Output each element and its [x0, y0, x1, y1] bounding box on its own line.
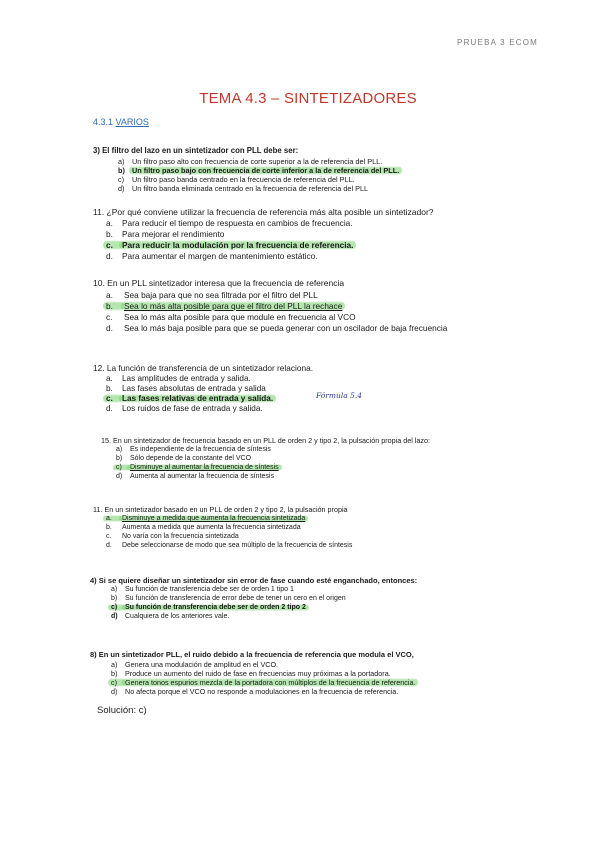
answer-option [118, 184, 368, 193]
question-text: 3) El filtro del lazo en un sintetizador con PLL debe ser: [93, 146, 299, 155]
option-letter: d. [106, 404, 113, 413]
answer-option [116, 446, 271, 453]
question-text: 11. ¿Por qué conviene utilizar la frecuencia de referencia más alta posible un sintetizador? [93, 207, 434, 217]
option-letter: c. [103, 394, 122, 403]
option-text-highlighted: Disminuye a medida que aumenta la frecuencia sintetizada [119, 515, 308, 522]
option-letter: c. [106, 533, 112, 540]
option-letter: c) [108, 604, 125, 611]
answer-option-correct [118, 166, 402, 175]
option-text-highlighted: Su función de transferencia debe ser de orden 2 tipo 2 [122, 604, 309, 611]
option-letter: b) [111, 669, 118, 678]
section-heading [93, 117, 149, 127]
option-letter: d. [106, 323, 113, 333]
option-text: Un filtro paso banda centrado en la frecuencia de referencia del PLL. [132, 175, 355, 184]
option-text: Cualquiera de los anteriores vale. [125, 613, 230, 620]
answer-option [118, 175, 355, 184]
option-text: Sea baja para que no sea filtrada por el filtro del PLL [124, 290, 318, 300]
page-header: PRUEBA 3 ECOM [457, 38, 538, 47]
option-text: No varía con la frecuencia sintetizada [122, 533, 239, 540]
option-text: Sea lo más alta posible para que module en frecuencia al VCO [124, 312, 356, 322]
option-text: Debe seleccionarse de modo que sea múltiplo de la frecuencia de síntesis [122, 542, 353, 549]
option-letter: a) [116, 446, 123, 453]
answer-option [111, 660, 278, 669]
answer-option [111, 586, 294, 593]
option-letter: d) [116, 473, 123, 480]
option-text: Un filtro paso alto con frecuencia de corte superior a la de referencia del PLL. [132, 157, 383, 166]
option-letter: c. [103, 240, 122, 250]
option-letter: c) [108, 678, 125, 687]
answer-option [106, 251, 318, 261]
solution-text: Solución: c) [97, 705, 147, 716]
option-letter: a) [118, 157, 125, 166]
answer-option-correct [106, 240, 356, 250]
option-text: Produce un aumento del ruido de fase en frecuencias muy próximas a la portadora. [125, 669, 391, 678]
answer-option [111, 613, 229, 620]
option-text-highlighted: Disminuye al aumentar la frecuencia de síntesis [127, 464, 282, 471]
answer-option [106, 374, 251, 383]
question-text: 15. En un sintetizador de frecuencia basado en un PLL de orden 2 y tipo 2, la pulsación propia del lazo: [101, 436, 430, 445]
answer-option-correct [116, 464, 282, 471]
answer-option [106, 533, 239, 540]
question-text: 10. En un PLL sintetizador interesa que la frecuencia de referencia [93, 278, 345, 288]
question-text: 8) En un sintetizador PLL, el ruido debido a la frecuencia de referencia que modula el VCO, [90, 650, 414, 659]
option-letter: d. [106, 542, 112, 549]
option-letter: b. [106, 229, 113, 239]
answer-option [116, 473, 274, 480]
option-letter: b. [106, 384, 113, 393]
answer-option [116, 455, 251, 462]
option-text: Aumenta al aumentar la frecuencia de síntesis [130, 473, 274, 480]
option-text-highlighted: Un filtro paso bajo con frecuencia de corte inferior a la de referencia del PLL. [129, 166, 402, 175]
option-letter: a. [106, 218, 113, 228]
option-letter: a. [103, 515, 122, 522]
section-number: 4.3.1 [93, 117, 114, 127]
option-letter: d) [111, 687, 118, 696]
option-text: Genera una modulación de amplitud en el VCO. [125, 660, 279, 669]
page-title: TEMA 4.3 – SINTETIZADORES [199, 90, 417, 107]
answer-option-correct [106, 394, 276, 403]
option-text-highlighted: Para reducir la modulación por la frecuencia de referencia. [119, 240, 356, 250]
option-letter: c) [113, 464, 130, 471]
answer-option-correct [106, 515, 308, 522]
option-letter: a. [106, 374, 113, 383]
option-letter: b) [116, 455, 123, 462]
handwritten-annotation: Fórmula 5.4 [316, 391, 363, 400]
option-text: Su función de transferencia debe ser de orden 1 tipo 1 [125, 586, 294, 593]
option-text: Las fases absolutas de entrada y salida [122, 384, 266, 393]
option-text-highlighted: Genera tonos espurios mezcla de la portadora con múltiplos de la frecuencia de referencia. [122, 678, 418, 687]
option-text: Para mejorar el rendimiento [122, 229, 225, 239]
answer-option-correct [111, 678, 418, 687]
option-text: Las amplitudes de entrada y salida. [122, 374, 251, 383]
answer-option-correct [111, 604, 309, 611]
option-text: Un filtro banda eliminada centrado en la frecuencia de referencia del PLL [132, 184, 369, 193]
option-letter: a) [111, 586, 118, 593]
question-text: 12. La función de transferencia de un sintetizador relaciona. [93, 363, 314, 373]
question-text: 11. En un sintetizador basado en un PLL de orden 2 y tipo 2, la pulsación propia [93, 505, 348, 514]
option-letter: b) [111, 595, 118, 602]
answer-option [106, 312, 356, 322]
option-letter: b. [106, 524, 112, 531]
section-link[interactable]: VARIOS [115, 117, 149, 127]
option-letter: d. [106, 251, 113, 261]
answer-option [111, 669, 391, 678]
answer-option [106, 404, 263, 413]
answer-option [106, 218, 353, 228]
answer-option [106, 542, 352, 549]
option-text: Su función de transferencia de error debe de tener un cero en el origen [125, 595, 346, 602]
answer-option [106, 323, 447, 333]
answer-option [111, 595, 346, 602]
answer-option-correct [106, 301, 345, 311]
option-text-highlighted: Las fases relativas de entrada y salida. [119, 394, 276, 403]
answer-option [106, 290, 318, 300]
answer-option [106, 524, 301, 531]
option-letter: b. [103, 301, 124, 311]
option-letter: a) [111, 660, 118, 669]
option-text-highlighted: Sea lo más alta posible para que el filtro del PLL la rechace [121, 301, 345, 311]
question-text: 4) Si se quiere diseñar un sintetizador sin error de fase cuando esté enganchado, entonces: [90, 576, 418, 585]
option-text: Para aumentar el margen de mantenimiento estático. [122, 251, 318, 261]
option-text: Sea lo más baja posible para que se pueda generar con un oscilador de baja frecuencia [124, 323, 448, 333]
option-text: Es independiente de la frecuencia de síntesis [130, 446, 271, 453]
option-letter: a. [106, 290, 113, 300]
answer-option [118, 157, 382, 166]
option-letter: c. [106, 312, 113, 322]
option-text: Aumenta a medida que aumenta la frecuencia sintetizada [122, 524, 301, 531]
option-text: Para reducir el tiempo de respuesta en cambios de frecuencia. [122, 218, 353, 228]
answer-option [111, 687, 398, 696]
option-letter: c) [118, 175, 125, 184]
answer-option [106, 229, 224, 239]
option-text: No afecta porque el VCO no responde a modulaciones en la frecuencia de referencia. [125, 687, 399, 696]
option-letter: d) [111, 613, 118, 620]
option-text: Sólo depende de la constante del VCO [130, 455, 252, 462]
option-letter: d) [118, 184, 125, 193]
option-letter: b) [118, 166, 125, 175]
option-text: Los ruidos de fase de entrada y salida. [122, 404, 263, 413]
answer-option [106, 384, 266, 393]
